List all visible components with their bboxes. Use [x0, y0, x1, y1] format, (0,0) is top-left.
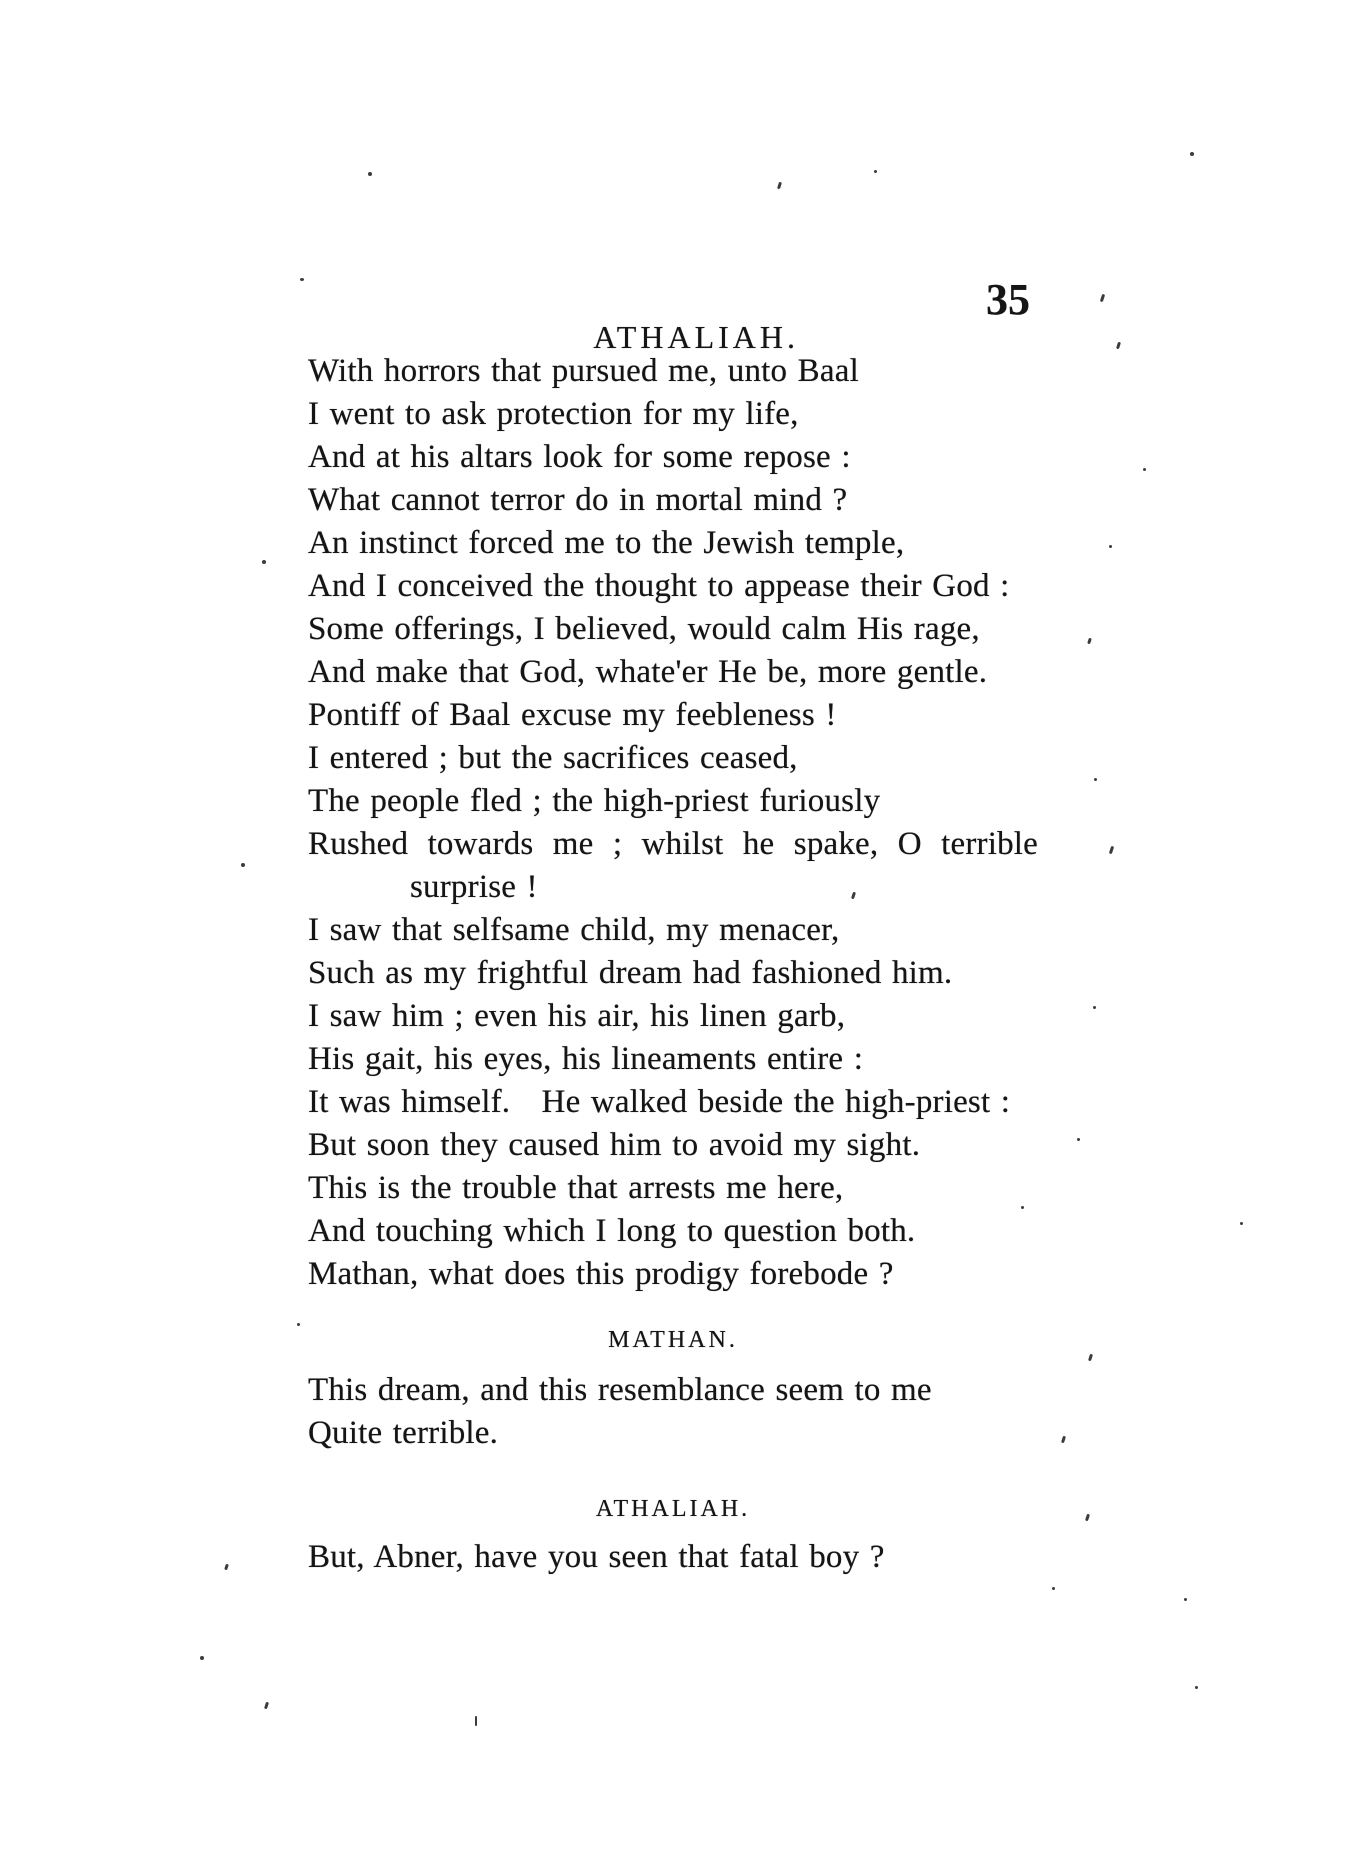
scan-speck — [1088, 1354, 1093, 1362]
scan-speck — [1116, 342, 1121, 350]
scan-speck — [1021, 1206, 1024, 1209]
scan-speck — [1143, 468, 1146, 471]
verse-line: The people fled ; the high-priest furiously — [308, 783, 881, 819]
scan-speck — [1109, 846, 1114, 855]
verse-line-runover: surprise ! — [410, 869, 538, 905]
scan-speck — [1093, 1006, 1096, 1009]
verse-line: And I conceived the thought to appease their God : — [308, 568, 1010, 604]
verse-line: This is the trouble that arrests me here, — [308, 1170, 844, 1206]
scan-speck — [224, 1564, 229, 1571]
verse-line: With horrors that pursued me, unto Baal — [308, 353, 859, 389]
speaker-heading-mathan: MATHAN. — [608, 1327, 738, 1353]
scan-speck — [1184, 1598, 1187, 1601]
verse-line: I saw him ; even his air, his linen garb, — [308, 998, 846, 1034]
verse-line: And make that God, whate'er He be, more gentle. — [308, 654, 988, 690]
verse-line: And at his altars look for some repose : — [308, 439, 851, 475]
scan-speck — [1077, 1138, 1080, 1141]
scan-speck — [1190, 152, 1194, 156]
verse-line: I went to ask protection for my life, — [308, 396, 799, 432]
verse-line: Pontiff of Baal excuse my feebleness ! — [308, 697, 837, 733]
verse-line: I entered ; but the sacrifices ceased, — [308, 740, 798, 776]
verse-line: But soon they caused him to avoid my sight. — [308, 1127, 921, 1163]
scan-speck — [300, 278, 304, 281]
scan-speck — [1094, 778, 1097, 781]
scan-speck — [874, 170, 877, 173]
verse-line: Mathan, what does this prodigy forebode ? — [308, 1256, 894, 1292]
verse-line: This dream, and this resemblance seem to me — [308, 1372, 932, 1408]
scan-speck — [475, 1716, 477, 1726]
verse-line: But, Abner, have you seen that fatal boy ? — [308, 1539, 885, 1575]
scan-speck — [1100, 294, 1105, 303]
page-number: 35 — [986, 275, 1030, 324]
page-header-title: ATHALIAH. — [593, 319, 799, 355]
mathan-speech — [308, 1369, 1038, 1455]
verse-line: It was himself. He walked beside the high-priest : — [308, 1084, 1011, 1120]
scan-speck — [1061, 1436, 1066, 1444]
athaliah-speech-continued — [308, 350, 1038, 1296]
verse-line: Quite terrible. — [308, 1415, 499, 1451]
athaliah-speech-2 — [308, 1536, 1038, 1579]
verse-line: What cannot terror do in mortal mind ? — [308, 482, 848, 518]
scan-speck — [264, 1702, 269, 1710]
scan-speck — [368, 172, 372, 176]
verse-line: And touching which I long to question both. — [308, 1213, 916, 1249]
speaker-heading-athaliah: ATHALIAH. — [595, 1496, 751, 1522]
scan-speck — [1085, 1514, 1090, 1522]
scan-speck — [1052, 1587, 1055, 1590]
verse-line: His gait, his eyes, his lineaments entire : — [308, 1041, 864, 1077]
scan-speck — [1109, 545, 1112, 548]
scan-speck — [200, 1656, 204, 1660]
scan-speck — [297, 1323, 300, 1326]
scan-speck — [1087, 638, 1092, 645]
scan-speck — [241, 863, 245, 867]
verse-line: Some offerings, I believed, would calm His rage, — [308, 611, 980, 647]
scan-speck — [1195, 1686, 1198, 1689]
scan-speck — [262, 560, 266, 564]
verse-line: An instinct forced me to the Jewish temple, — [308, 525, 905, 561]
verse-line-justified: Rushed towards me ; whilst he spake, O terrible — [308, 826, 1038, 862]
verse-line: Such as my frightful dream had fashioned him. — [308, 955, 953, 991]
verse-line: I saw that selfsame child, my menacer, — [308, 912, 840, 948]
scan-speck — [1240, 1222, 1243, 1225]
scan-speck — [777, 182, 782, 190]
